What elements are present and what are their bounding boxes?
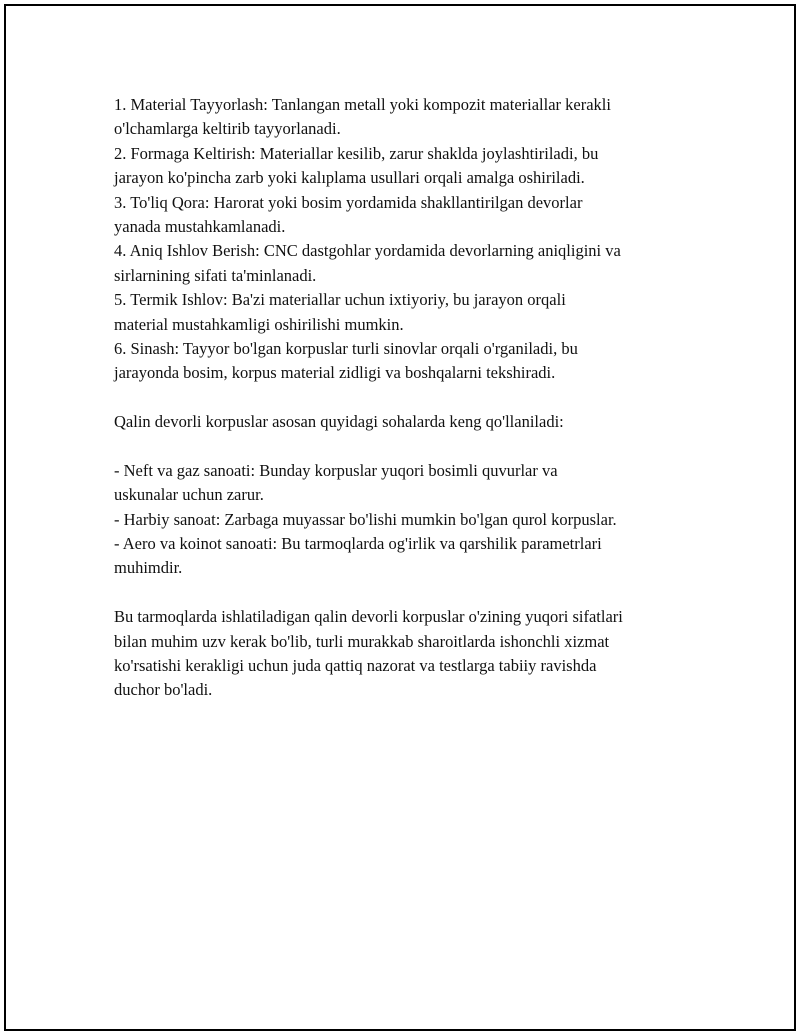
text-line: o'lchamlarga keltirib tayyorlanadi. [114, 119, 341, 139]
list-item [114, 239, 714, 288]
list-item [114, 191, 714, 240]
steps-list [114, 93, 714, 386]
intro-paragraph: Qalin devorli korpuslar asosan quyidagi sohalarda keng qo'llaniladi: [114, 412, 564, 432]
text-line: sirlarnining sifati ta'minlanadi. [114, 265, 317, 285]
text-line: - Neft va gaz sanoati: Bunday korpuslar yuqori bosimli quvurlar va [114, 460, 558, 480]
list-item [114, 337, 714, 386]
text-line: ko'rsatishi kerakligi uchun juda qattiq nazorat va testlarga tabiiy ravishda [114, 655, 597, 675]
list-item [114, 459, 714, 508]
text-line: 6. Sinash: Tayyor bo'lgan korpuslar turli sinovlar orqali o'rganiladi, bu [114, 338, 578, 358]
list-item [114, 532, 714, 581]
paragraph-gap [114, 386, 714, 410]
text-line: jarayon ko'pincha zarb yoki kalıplama usullari orqali amalga oshiriladi. [114, 168, 585, 188]
text-line: jarayonda bosim, korpus material zidligi va boshqalarni tekshiradi. [114, 363, 556, 383]
text-line: - Aero va koinot sanoati: Bu tarmoqlarda og'irlik va qarshilik parametrlari [114, 534, 602, 554]
paragraph-gap [114, 581, 714, 605]
list-item [114, 288, 714, 337]
text-line: 3. To'liq Qora: Harorat yoki bosim yordamida shakllantirilgan devorlar [114, 192, 583, 212]
text-line: 2. Formaga Keltirish: Materiallar kesilib, zarur shaklda joylashtiriladi, bu [114, 143, 599, 163]
text-line: - Harbiy sanoat: Zarbaga muyassar bo'lishi mumkin bo'lgan qurol korpuslar. [114, 509, 617, 529]
text-line: Bu tarmoqlarda ishlatiladigan qalin devorli korpuslar o'zining yuqori sifatlari [114, 607, 623, 627]
text-line: 5. Termik Ishlov: Ba'zi materiallar uchun ixtiyoriy, bu jarayon orqali [114, 290, 566, 310]
list-item [114, 508, 714, 532]
text-line: muhimdir. [114, 558, 183, 578]
conclusion-paragraph [114, 605, 714, 703]
text-line: material mustahkamligi oshirilishi mumkin. [114, 314, 404, 334]
text-line: uskunalar uchun zarur. [114, 485, 264, 505]
paragraph-gap [114, 434, 714, 458]
list-item [114, 142, 714, 191]
list-item [114, 93, 714, 142]
text-line: bilan muhim uzv kerak bo'lib, turli murakkab sharoitlarda ishonchli xizmat [114, 631, 610, 651]
document-body [114, 93, 714, 703]
text-line: 1. Material Tayyorlash: Tanlangan metall yoki kompozit materiallar kerakli [114, 95, 611, 114]
text-line: duchor bo'ladi. [114, 680, 213, 700]
text-line: yanada mustahkamlanadi. [114, 216, 286, 236]
sectors-list [114, 459, 714, 581]
text-line: 4. Aniq Ishlov Berish: CNC dastgohlar yordamida devorlarning aniqligini va [114, 241, 621, 261]
